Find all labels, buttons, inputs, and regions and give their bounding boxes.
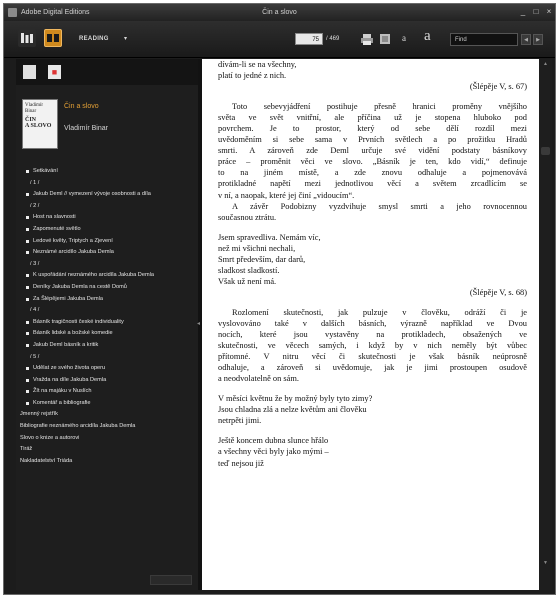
paragraph-line: nocích, které jsou vystavěny na protikladech, obsažených ve [218,330,527,340]
book-title[interactable]: Čin a slovo [64,103,99,110]
toc-separator: / 1 / [30,179,40,186]
paragraph-line: práce – proměnit věci ve slovo. „Básník je ten, kdo vidí,“ definuje [218,157,527,167]
book-author: Vladimír Binar [64,125,108,132]
paragraph-line: v ní, a naopak, které jej činí „vidoucím“. [218,190,355,200]
verse-line: netrpěti jimi. [218,416,262,426]
decrease-font-button[interactable]: a [402,33,406,43]
collapse-arrow-icon: ◂ [197,321,201,327]
scroll-up-icon[interactable]: ▲ [543,61,548,67]
paragraph-line: smrti. A zároveň zde Deml určuje své vidění podstaty básníkovy [218,146,527,156]
toc-item[interactable]: Jmenný rejstřík [20,411,58,418]
verse-line: V měsíci květnu že by možný byly tyto zimy? [218,394,373,404]
paragraph-gap [218,426,527,435]
verse-line: sladkost sladkostí. [218,265,280,275]
toc-item[interactable]: Jakub Deml // vymezení vývoje osobnosti a díla [20,189,194,201]
vertical-scrollbar[interactable] [539,59,552,590]
toc-item[interactable]: K uspořádání neznámého arcidíla Jakuba Demla [20,270,194,282]
app-window [3,3,556,595]
verse-line: Smrt především, dar darů, [218,254,306,264]
toc-item[interactable]: Setkávání [20,166,194,178]
toc-item[interactable]: Nakladatelství Triáda [20,457,73,464]
toc-item[interactable]: Deníky Jakuba Demla na cestě Domů [20,282,194,294]
citation: (Šlépěje V, s. 68) [469,287,527,297]
library-icon [18,29,36,47]
sidebar [16,59,201,590]
app-title: Adobe Digital Editions [21,9,90,16]
library-view-button[interactable] [18,29,36,47]
book-cover[interactable] [22,99,58,149]
verse-line: a všechny věci byly jako mými – [218,447,329,457]
cover-line: Binar [25,109,37,114]
verse-line: Ještě koncem dubna slunce hřálo [218,436,329,446]
paragraph-line: skutečnosti, ve věcech samých, i když by v nich neměly být vůbec [218,341,527,351]
toc-item[interactable]: Host na slavnosti [20,212,194,224]
paragraph-gap [218,223,527,232]
toc-item[interactable]: Udělat ze svého života operu [20,363,194,375]
paragraph-line: protikladné napětí mezi jednotlivou věcí a světem zrcadlícím se [218,179,527,189]
toc-item[interactable]: Bibliografie neznámého arcidíla Jakuba Demla [20,423,136,430]
paragraph-gap [218,92,527,101]
view-mode-label: READING [79,36,109,42]
toc-item[interactable]: Za Šlépějemi Jakuba Demla [20,294,194,306]
close-button[interactable]: × [546,7,552,16]
toc-item[interactable]: Zapomenuté světlo [20,224,194,236]
paragraph-line: Toto sebevyjádření postihuje přesně hranici proměny vnějšího [232,102,527,112]
bookmark-button[interactable] [378,32,392,46]
print-button[interactable] [360,32,374,46]
verse-line: teď nejsou již [218,458,264,468]
toc-item[interactable]: Básník tragičnosti české individuality [20,317,194,329]
toc-item[interactable]: Slovo o knize a autorovi [20,434,80,441]
paragraph-line: přítomné. V nitru věcí či skutečnosti je však básník neúprosně [218,352,527,362]
page-text [218,59,527,469]
cover-line: ČIN [25,117,37,123]
scroll-down-icon[interactable]: ▼ [543,560,548,566]
toc-item[interactable]: Komentář a bibliografie [20,398,194,410]
reading-view-icon [45,30,61,46]
tab-pdf-icon[interactable]: ■ [48,65,61,79]
cover-line: Vladimír [25,103,44,108]
toc-separator: / 5 / [30,353,40,360]
paragraph-line: vyslovováno také v dalších básních, výrazně například ve Dvou [218,318,527,328]
paragraph-line: A závěr Podobizny vyzdvihuje smysl smrti a jeho rovnocennou [232,201,527,211]
paragraph-line: uvědoměním si sebe sama v Prvních světlech a po prožitku Hradů [218,135,527,145]
toc-item[interactable]: Jakub Deml básník a kritik [20,340,194,352]
verse-line: Jsem spravedliva. Nemám víc, [218,232,321,242]
paragraph-line: odhaluje, a zároveň si uvědomuje, jak je jimi prostoupen osudově [218,363,527,373]
page-total: / 469 [326,36,340,42]
verse-line: platí to jedné z nich. [218,71,287,81]
paragraph-line: to na jiném místě, a zde znovu odhaluje a pojmenovává [218,168,527,178]
verse-line: než mi všichni nechali, [218,243,296,253]
reading-page [202,59,539,590]
paragraph-line: a neodvolatelně on sám. [218,374,299,384]
paragraph-line: Rozlomení skutečnosti, jak pulzuje v člověku, odráží či je [232,307,527,317]
toc-item[interactable]: Básník lidské a božské komedie [20,328,194,340]
toc-item[interactable]: Ledové květy, Triptych a Zjevení [20,236,194,248]
toc-item[interactable]: Žít na majáku v Nuslích [20,386,194,398]
scrollbar-thumb[interactable] [541,147,550,155]
table-of-contents [20,166,194,467]
verse-line: Jsou chladna zlá a nelze květům ani člověku [218,405,367,415]
citation: (Šlépěje V, s. 67) [469,82,527,92]
increase-font-button[interactable]: a [424,28,431,44]
page-number-input[interactable]: 75 [295,33,323,45]
tab-page-icon[interactable] [23,65,36,79]
title-bar [4,4,555,21]
document-title: Čin a slovo [262,9,297,16]
toc-item[interactable]: Tiráž [20,446,33,453]
chevron-down-icon[interactable]: ▾ [124,36,128,42]
toolbar [4,21,555,58]
toc-separator: / 4 / [30,307,40,314]
paragraph-line: povrchem. Je to prostor, který od sebe dělí rozdíl mezi [218,124,527,134]
minimize-button[interactable]: _ [520,7,526,16]
toc-separator: / 3 / [30,260,40,267]
find-previous-button[interactable]: ◀ [521,34,531,45]
paragraph-line: světa ve svět vnitřní, ale příčina už je stopena hluboko pod [218,113,527,123]
sidebar-scrollbar[interactable] [150,575,192,585]
cover-line: A SLOVO [25,123,52,129]
print-icon [360,32,374,46]
maximize-button[interactable]: □ [533,7,539,16]
find-next-button[interactable]: ▶ [533,34,543,45]
paragraph-gap [218,384,527,393]
verse-line: Však už není má. [218,276,277,286]
paragraph-line: současnou ztrátu. [218,212,277,222]
toc-separator: / 2 / [30,202,40,209]
paragraph-gap [218,298,527,307]
find-input[interactable]: Find [450,33,518,46]
reading-view-button[interactable] [44,29,62,47]
toc-item[interactable]: Vražda na díle Jakuba Demla [20,375,194,387]
bookmark-icon [378,32,392,46]
verse-line: dívám-li se na všechny, [218,60,297,69]
sidebar-tabs [16,59,198,85]
toc-item[interactable]: Neznámé arcidílo Jakuba Demla [20,247,194,259]
